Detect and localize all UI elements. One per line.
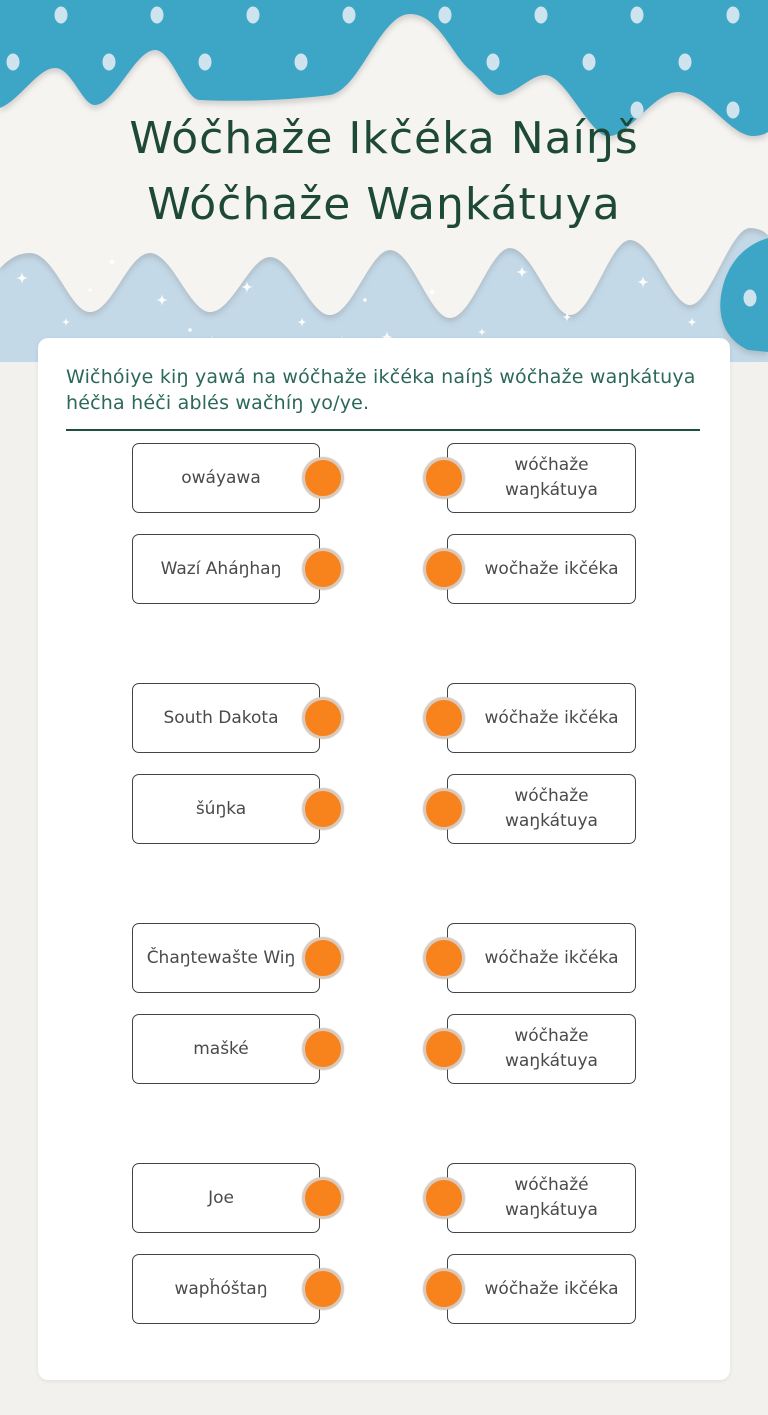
match-item-right[interactable] <box>447 774 636 844</box>
matching-exercise <box>66 443 702 1324</box>
match-item-label: wapȟóštaŋ <box>174 1278 268 1299</box>
match-item-label: owáyawa <box>181 467 261 488</box>
match-item-right[interactable] <box>447 534 636 604</box>
match-group <box>66 443 702 604</box>
instructions-text: Wičhóiye kiŋ yawá na wóčhaže ikčéka naíŋš wóčhaže waŋkátuya héčha héči ablés wačhíŋ yo/ye. <box>66 366 696 415</box>
match-pair-row <box>66 443 702 513</box>
match-item-label: Joe <box>208 1187 234 1208</box>
match-item-label: wočhaže ikčéka <box>484 558 619 579</box>
match-handle-icon[interactable] <box>302 1028 344 1070</box>
match-group <box>66 683 702 844</box>
match-handle-icon[interactable] <box>302 1268 344 1310</box>
match-handle-icon[interactable] <box>302 788 344 830</box>
match-item-label: Wazí Aháŋhaŋ <box>160 558 282 579</box>
match-item-left[interactable] <box>132 683 320 753</box>
match-group <box>66 1163 702 1324</box>
worksheet-card <box>38 338 730 1380</box>
match-handle-icon[interactable] <box>302 937 344 979</box>
match-handle-icon[interactable] <box>302 697 344 739</box>
match-item-right[interactable] <box>447 1163 636 1233</box>
match-item-label: wóčhažé waŋkátuya <box>505 1174 598 1221</box>
match-handle-icon[interactable] <box>423 1268 465 1310</box>
match-item-left[interactable] <box>132 1254 320 1324</box>
match-item-right[interactable] <box>447 1014 636 1084</box>
match-pair-row <box>66 1254 702 1324</box>
match-item-right[interactable] <box>447 443 636 513</box>
match-item-label: wóčhaže waŋkátuya <box>505 785 598 832</box>
match-item-left[interactable] <box>132 1163 320 1233</box>
match-item-right[interactable] <box>447 1254 636 1324</box>
match-item-right[interactable] <box>447 683 636 753</box>
match-group <box>66 923 702 1084</box>
match-item-left[interactable] <box>132 774 320 844</box>
match-item-label: šúŋka <box>195 798 247 819</box>
page-title-line2: Wóčhaže Waŋkátuya <box>147 179 621 230</box>
match-item-label: wóčhaže waŋkátuya <box>505 454 598 501</box>
match-item-right[interactable] <box>447 923 636 993</box>
match-handle-icon[interactable] <box>423 548 465 590</box>
match-item-label: wóčhaže ikčéka <box>484 707 619 728</box>
match-handle-icon[interactable] <box>302 457 344 499</box>
match-item-left[interactable] <box>132 923 320 993</box>
match-item-left[interactable] <box>132 534 320 604</box>
match-handle-icon[interactable] <box>423 1028 465 1070</box>
match-item-label: wóčhaže ikčéka <box>484 947 619 968</box>
match-handle-icon[interactable] <box>302 548 344 590</box>
match-pair-row <box>66 923 702 993</box>
match-handle-icon[interactable] <box>423 697 465 739</box>
header-banner <box>0 0 768 362</box>
match-handle-icon[interactable] <box>423 457 465 499</box>
match-item-label: South Dakota <box>163 707 279 728</box>
divider <box>66 429 700 431</box>
match-handle-icon[interactable] <box>423 1177 465 1219</box>
page-title <box>0 106 768 238</box>
match-handle-icon[interactable] <box>423 937 465 979</box>
match-pair-row <box>66 1163 702 1233</box>
match-pair-row <box>66 774 702 844</box>
match-handle-icon[interactable] <box>302 1177 344 1219</box>
match-item-label: mašké <box>193 1038 249 1059</box>
match-item-label: Čhaŋtewašte Wiŋ <box>146 947 296 968</box>
match-item-left[interactable] <box>132 443 320 513</box>
page-title-line1: Wóčhaže Ikčéka Naíŋš <box>129 113 639 164</box>
match-pair-row <box>66 1014 702 1084</box>
match-item-label: wóčhaže waŋkátuya <box>505 1025 598 1072</box>
match-item-label: wóčhaže ikčéka <box>484 1278 619 1299</box>
match-item-left[interactable] <box>132 1014 320 1084</box>
match-pair-row <box>66 683 702 753</box>
match-pair-row <box>66 534 702 604</box>
match-handle-icon[interactable] <box>423 788 465 830</box>
